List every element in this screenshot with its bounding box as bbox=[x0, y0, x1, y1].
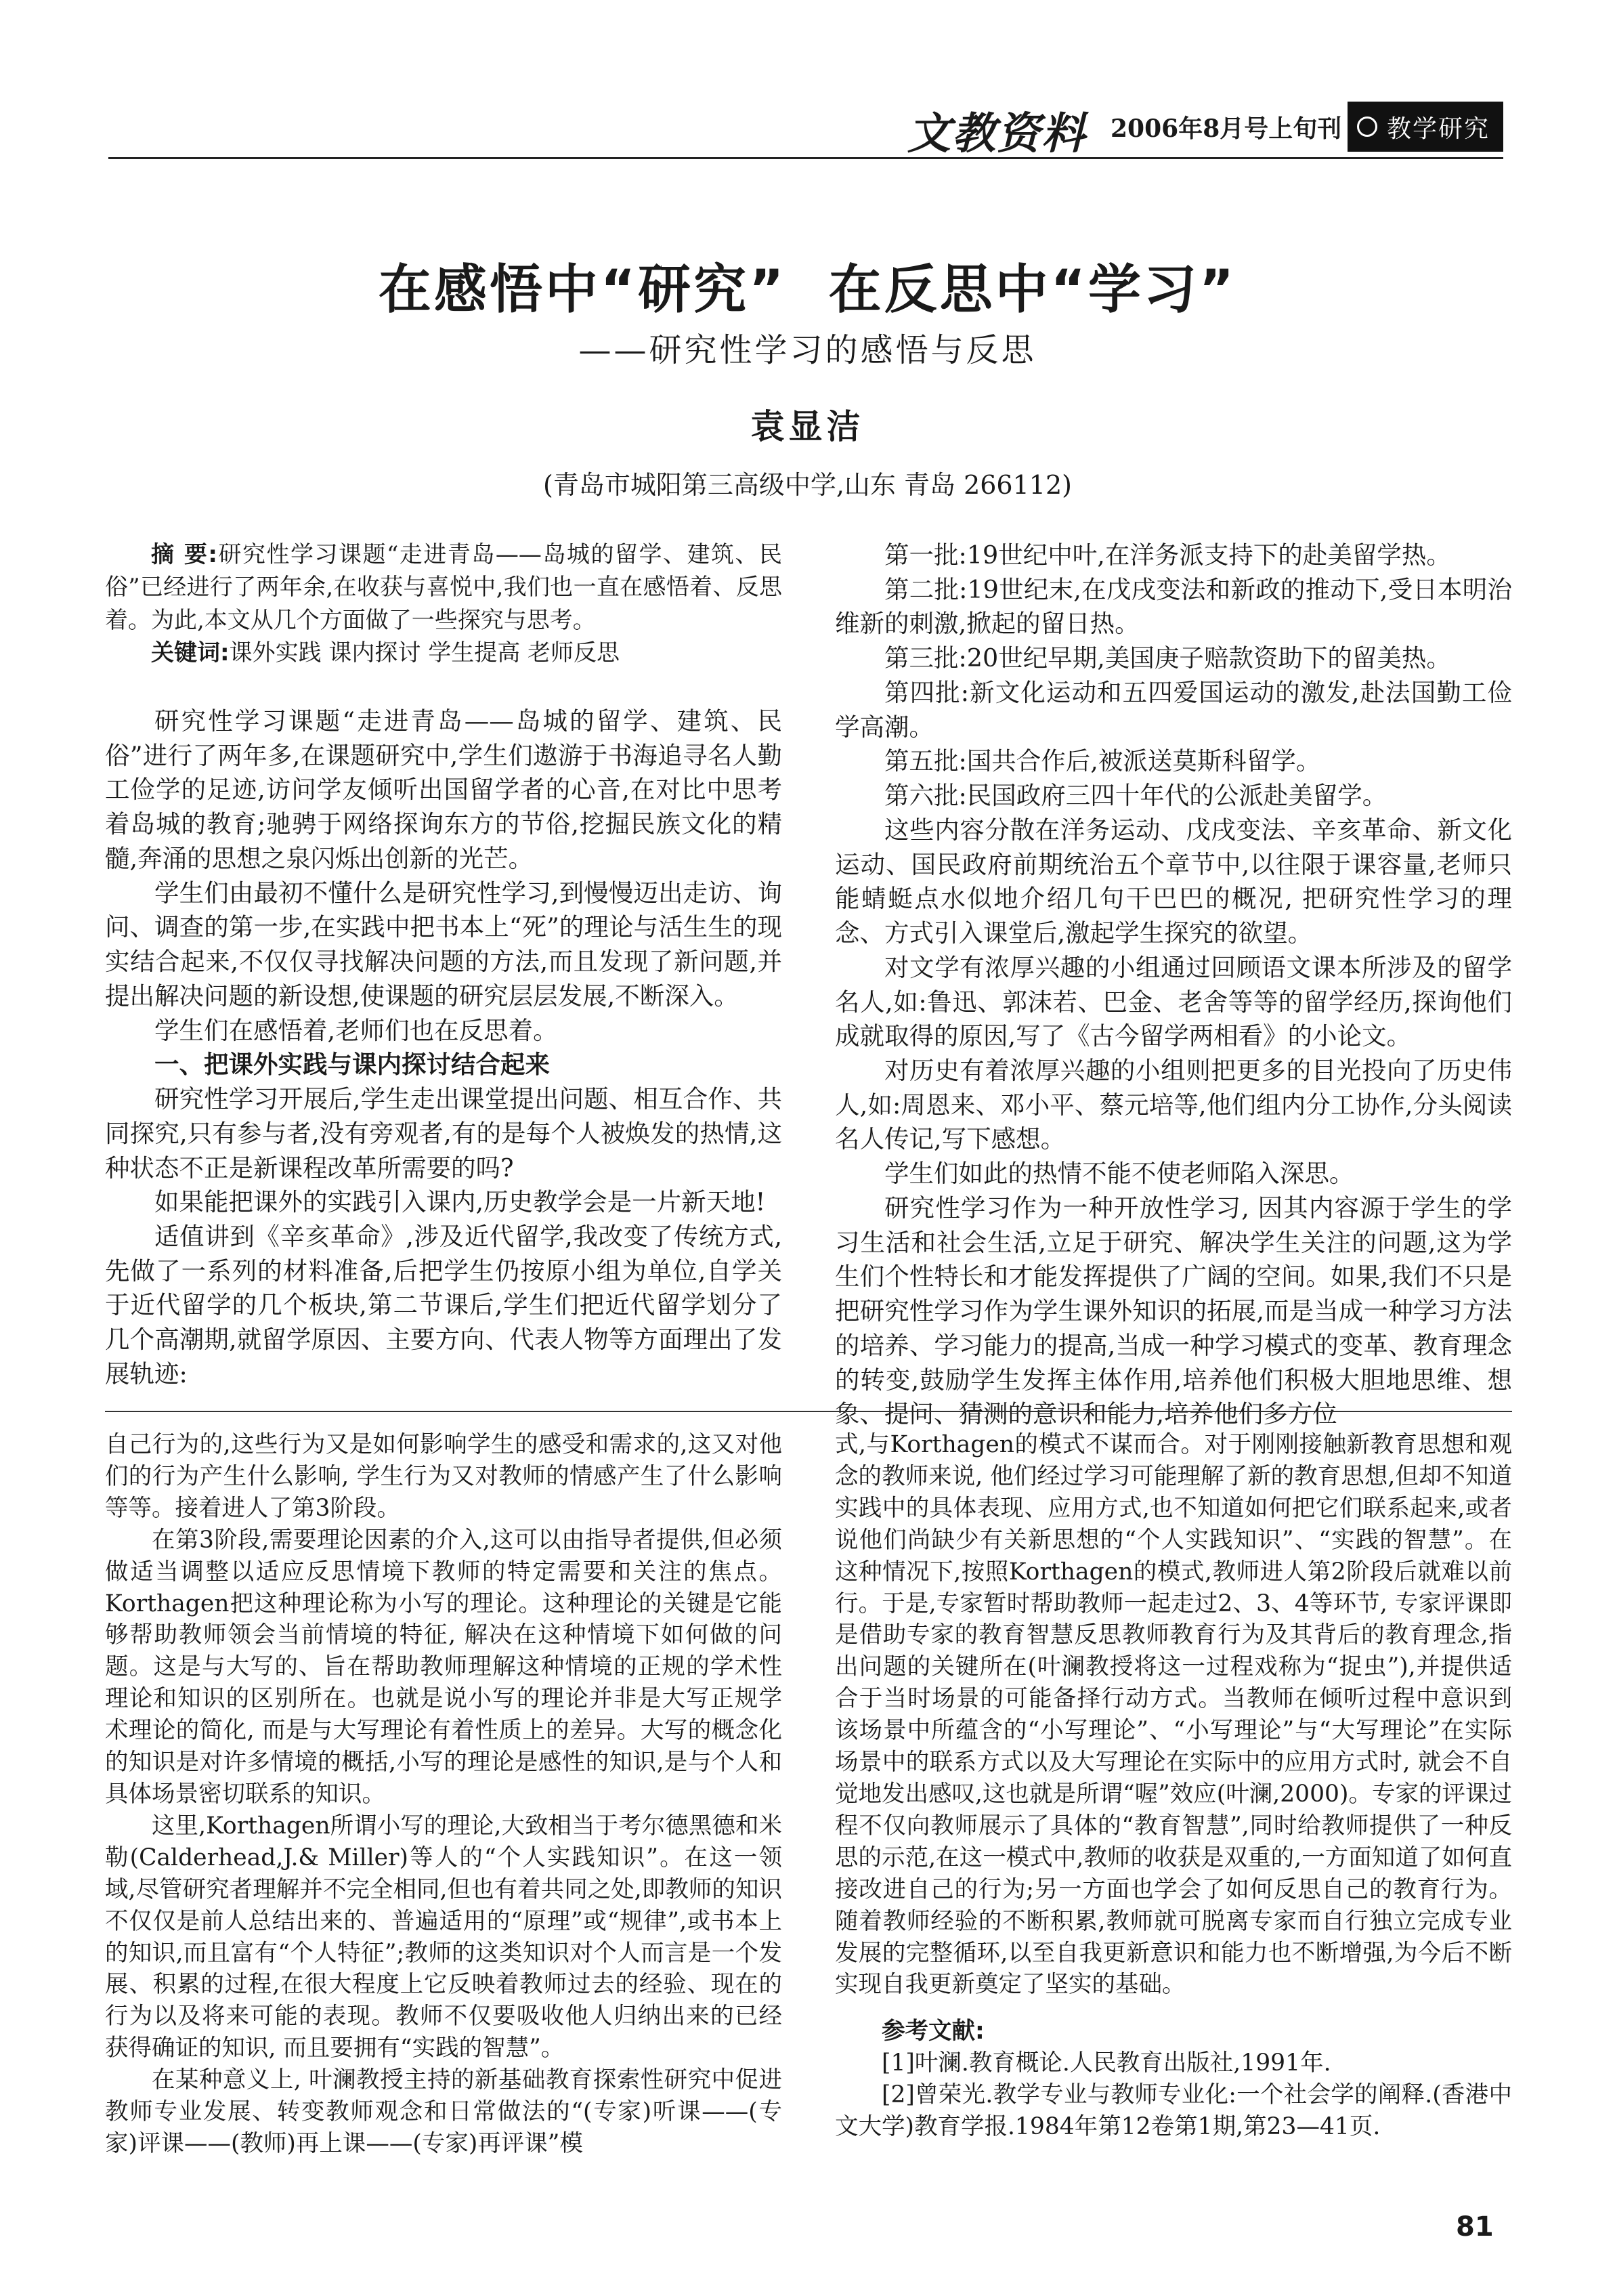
paragraph: 研究性学习作为一种开放性学习, 因其内容源于学生的学习生活和社会生活,立足于研究、解决学生关注的问题,这为学生们个性特长和才能发挥提供了广阔的空间。如果,我们不只是把研究性学习作为学生课外知识的拓展,而是当成一种学习方法的培养、学习能力的提高,当成一种学习模式的变革、教育理念的转变,鼓励学生发挥主体作用,培养他们积极大胆地思维、想象、提问、猜测的意识和能力,培养他们多方位 bbox=[835, 1193, 1512, 1429]
abstract-block bbox=[105, 538, 782, 669]
paragraph: 如果能把课外的实践引入课内,历史教学会是一片新天地! bbox=[154, 1187, 766, 1217]
reference-item: [2]曾荣光.教学专业与教师专业化:一个社会学的阐释.(香港中文大学)教育学报.1984年第12卷第1期,第23—41页. bbox=[835, 2081, 1512, 2141]
paragraph: 学生们如此的热情不能不使老师陷入深思。 bbox=[884, 1159, 1354, 1189]
abstract bbox=[105, 538, 782, 637]
list-item: 第二批:19世纪末,在戊戌变法和新政的推动下,受日本明治维新的刺激,掀起的留日热。 bbox=[835, 574, 1512, 639]
reference-item: [1]叶澜.教育概论.人民教育出版社,1991年. bbox=[882, 2049, 1331, 2077]
paragraph: 对历史有着浓厚兴趣的小组则把更多的目光投向了历史伟人,如:周恩来、邓小平、蔡元培等,他们组内分工协作,分头阅读名人传记,写下感想。 bbox=[835, 1056, 1512, 1154]
paragraph: 研究性学习课题“走进青岛——岛城的留学、建筑、民俗”进行了两年多,在课题研究中,学生们遨游于书海追寻名人勤工俭学的足迹,访问学友倾听出国留学者的心音,在对比中思考着岛城的教育;驰骋于网络探询东方的节俗,挖掘民族文化的精髓,奔涌的思想之泉闪烁出创新的光芒。 bbox=[105, 706, 782, 873]
paragraph: 这些内容分散在洋务运动、戊戌变法、辛亥革命、新文化运动、国民政府前期统治五个章节中,以往限于课容量,老师只能蜻蜓点水似地介绍几句干巴巴的概况, 把研究性学习的理念、方式引入课堂后,激起学生探究的欲望。 bbox=[835, 815, 1512, 948]
author-affiliation: (青岛市城阳第三高级中学,山东 青岛 266112) bbox=[543, 470, 1072, 500]
paragraph: 在第3阶段,需要理论因素的介入,这可以由指导者提供,但必须做适当调整以适应反思情境下教师的特定需要和关注的焦点。Korthagen把这种理论称为小写的理论。这种理论的关键是它能够帮助教师领会当前情境的特征, 解决在这种情境下如何做的问题。这是与大写的、旨在帮助教师理解这种情境的正规的学术性理论和知识的区别所在。也就是说小写的理论并非是大写正规学术理论的简化, 而是与大写理论有着性质上的差异。大写的概念化的知识是对许多情境的概括,小写的理论是感性的知识,是与个人和具体场景密切联系的知识。 bbox=[105, 1526, 782, 1808]
paragraph: 自己行为的,这些行为又是如何影响学生的感受和需求的,这又对他们的行为产生什么影响, 学生行为又对教师的情感产生了什么影响等等。接着进人了第3阶段。 bbox=[105, 1431, 782, 1522]
journal-issue: 2006年8月号上旬刊 bbox=[1111, 114, 1342, 143]
keywords bbox=[105, 637, 782, 669]
references-heading: 参考文献: bbox=[882, 2018, 985, 2045]
list-item: 第一批:19世纪中叶,在洋务派支持下的赴美留学热。 bbox=[884, 540, 1451, 570]
list-item: 第五批:国共合作后,被派送莫斯科留学。 bbox=[884, 746, 1321, 776]
article-divider bbox=[105, 1411, 1512, 1412]
paragraph: 在某种意义上, 叶澜教授主持的新基础教育探索性研究中促进教师专业发展、转变教师观念和日常做法的“(专家)听课——(专家)评课——(教师)再上课——(专家)再评课”模 bbox=[105, 2066, 782, 2157]
body-column-lower-left bbox=[105, 1429, 782, 2160]
body-column-upper-left bbox=[105, 704, 782, 1392]
paragraph: 式,与Korthagen的模式不谋而合。对于刚刚接触新教育思想和观念的教师来说, 他们经过学习可能理解了新的教育思想,但却不知道实践中的具体表现、应用方式,也不知道如何把它们联系起来,或者说他们尚缺少有关新思想的“个人实践知识”、“实践的智慧”。在这种情况下,按照Korthagen的模式,教师进人第2阶段后就难以前行。于是,专家暂时帮助教师一起走过2、3、4等环节, 专家评课即是借助专家的教育智慧反思教师教育行为及其背后的教育理念,指出问题的关键所在(叶澜教授将这一过程戏称为“捉虫”),并提供适合于当时场景的可能备择行动方式。当教师在倾听过程中意识到该场景中所蕴含的“小写理论”、“小写理论”与“大写理论”在实际场景中的联系方式以及大写理论在实际中的应用方式时, 就会不自觉地发出感叹,这也就是所谓“喔”效应(叶澜,2000)。专家的评课过程不仅向教师展示了具体的“教育智慧”,同时给教师提供了一种反思的示范,在这一模式中,教师的收获是双重的,一方面知道了如何直接改进自己的行为;另一方面也学会了如何反思自己的教育行为。随着教师经验的不断积累,教师就可脱离专家而自行独立完成专业发展的完整循环,以至自我更新意识和能力也不断增强,为今后不断实现自我更新奠定了坚实的基础。 bbox=[835, 1431, 1512, 1999]
header-rule bbox=[108, 157, 1503, 159]
circle-icon bbox=[1357, 116, 1377, 137]
paragraph: 学生们在感悟着,老师们也在反思着。 bbox=[154, 1015, 558, 1045]
keywords-text: 课外实践 课内探讨 学生提高 老师反思 bbox=[229, 639, 620, 666]
body-column-upper-right bbox=[835, 538, 1512, 1432]
article-subtitle: ——研究性学习的感悟与反思 bbox=[578, 331, 1037, 369]
section-heading: 一、把课外实践与课内探讨结合起来 bbox=[154, 1050, 550, 1080]
abstract-label: 摘 要: bbox=[151, 541, 217, 568]
keywords-label: 关键词: bbox=[151, 639, 230, 666]
journal-name: 文教资料 bbox=[907, 108, 1086, 159]
paragraph: 学生们由最初不懂什么是研究性学习,到慢慢迈出走访、询问、调查的第一步,在实践中把书本上“死”的理论与活生生的现实结合起来,不仅仅寻找解决问题的方法,而且发现了新问题,并提出解决问题的新设想,使课题的研究层层发展,不断深入。 bbox=[105, 878, 782, 1011]
paragraph: 适值讲到《辛亥革命》,涉及近代留学,我改变了传统方式,先做了一系列的材料准备,后把学生仍按原小组为单位,自学关于近代留学的几个板块,第二节课后,学生们把近代留学划分了几个高潮期,就留学原因、主要方向、代表人物等方面理出了发展轨迹: bbox=[105, 1222, 782, 1388]
paragraph: 这里,Korthagen所谓小写的理论,大致相当于考尔德黑德和米勒(Calderhead,J.& Miller)等人的“个人实践知识”。在这一领域,尽管研究者理解并不完全相同,但也有着共同之处,即教师的知识不仅仅是前人总结出来的、普遍适用的“原理”或“规律”,或书本上的知识,而且富有“个人特征”;教师的这类知识对个人而言是一个发展、积累的过程,在很大程度上它反映着教师过去的经验、现在的行为以及将来可能的表现。教师不仅要吸收他人归纳出来的已经获得确证的知识, 而且要拥有“实践的智慧”。 bbox=[105, 1812, 782, 2062]
section-badge bbox=[1348, 102, 1503, 152]
section-name: 教学研究 bbox=[1387, 114, 1490, 143]
page-number: 81 bbox=[1456, 2211, 1494, 2242]
list-item: 第六批:民国政府三四十年代的公派赴美留学。 bbox=[884, 781, 1387, 811]
paragraph: 研究性学习开展后,学生走出课堂提出问题、相互合作、共同探究,只有参与者,没有旁观者,有的是每个人被焕发的热情,这种状态不正是新课程改革所需要的吗? bbox=[105, 1084, 782, 1183]
running-header bbox=[907, 95, 1490, 159]
article-title: 在感悟中“研究” 在反思中“学习” bbox=[378, 259, 1237, 320]
paragraph: 对文学有浓厚兴趣的小组通过回顾语文课本所涉及的留学名人,如:鲁迅、郭沫若、巴金、老舍等等的留学经历,探询他们成就取得的原因,写了《古今留学两相看》的小论文。 bbox=[835, 952, 1512, 1051]
body-column-lower-right bbox=[835, 1429, 1512, 2143]
list-item: 第三批:20世纪早期,美国庚子赔款资助下的留美热。 bbox=[884, 643, 1451, 673]
abstract-text: 研究性学习课题“走进青岛——岛城的留学、建筑、民俗”已经进行了两年余,在收获与喜悦中,我们也一直在感悟着、反思着。为此,本文从几个方面做了一些探究与思考。 bbox=[105, 541, 783, 634]
list-item: 第四批:新文化运动和五四爱国运动的激发,赴法国勤工俭学高潮。 bbox=[835, 677, 1512, 742]
author-name: 袁显洁 bbox=[750, 406, 865, 446]
